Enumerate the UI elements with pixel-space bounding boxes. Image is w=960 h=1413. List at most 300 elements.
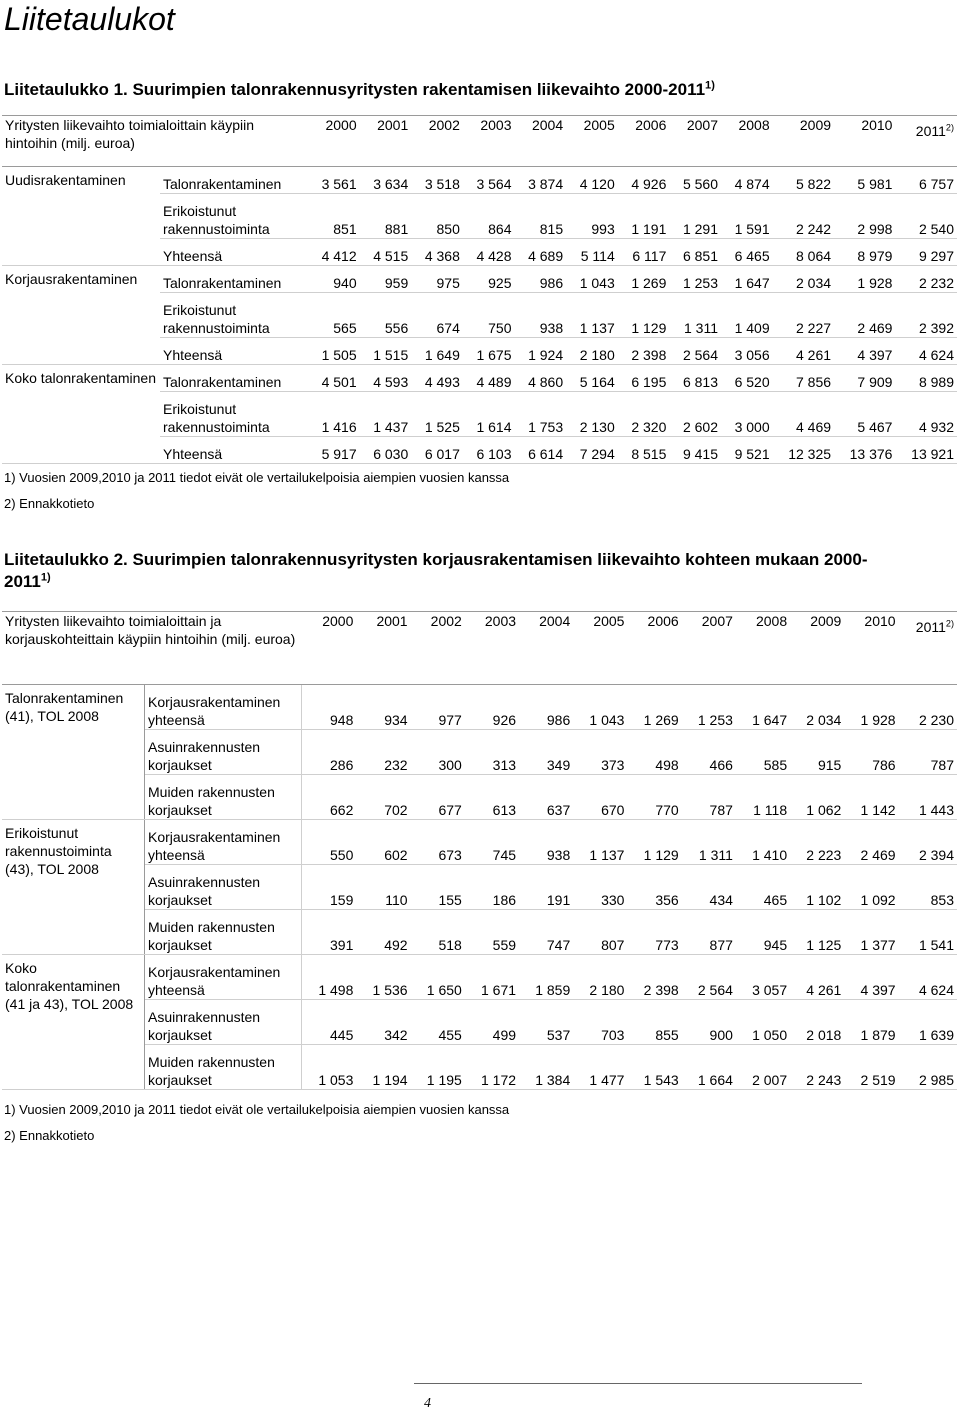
table2-cell: 745 — [465, 820, 519, 865]
table2-cell: 877 — [682, 910, 736, 955]
table1-cell: 6 614 — [515, 437, 567, 464]
table1-cell: 1 409 — [721, 293, 773, 338]
table1-year-label: 2008 — [738, 117, 770, 133]
table1-cell: 556 — [360, 293, 412, 338]
table2-cell: 1 498 — [302, 955, 357, 1000]
table1-cell: 4 489 — [463, 365, 515, 392]
table1-cell: 2 227 — [773, 293, 834, 338]
table2-year-label: 2008 — [755, 613, 788, 629]
table2-year-label: 2007 — [701, 613, 733, 629]
table2-row — [2, 1045, 957, 1090]
table1-year-label: 2011 — [915, 123, 946, 139]
table2-cell: 4 261 — [790, 955, 844, 1000]
table1-footnote-2: 2) Ennakkotieto — [4, 496, 95, 511]
table1-cell: 6 520 — [721, 365, 773, 392]
table2-cell: 926 — [465, 685, 519, 730]
table2-cell: 2 034 — [790, 685, 844, 730]
table2-cell: 330 — [573, 865, 627, 910]
table2-cell: 786 — [844, 730, 898, 775]
table1-title — [4, 79, 944, 101]
table1-cell: 2 180 — [566, 338, 618, 365]
table2-cell: 1 172 — [465, 1045, 519, 1090]
table2-cell: 559 — [465, 910, 519, 955]
table2-year-header — [302, 612, 357, 685]
table1-year-header — [360, 116, 412, 167]
table2-cell: 585 — [736, 730, 790, 775]
table1-cell: 4 932 — [895, 392, 957, 437]
table2-cell: 2 564 — [682, 955, 736, 1000]
table1-cell: 959 — [360, 266, 412, 293]
table1-year-label: 2003 — [480, 117, 512, 133]
table2-cell: 1 129 — [627, 820, 681, 865]
table2-year-label: 2004 — [539, 613, 571, 629]
table2-cell: 602 — [356, 820, 410, 865]
table2-cell: 1 647 — [736, 685, 790, 730]
table1-year-label: 2010 — [861, 117, 893, 133]
table1-row-label: Erikoistunut rakennustoiminta — [160, 194, 308, 239]
table1-cell: 8 979 — [834, 239, 895, 266]
table1-cell: 4 412 — [308, 239, 360, 266]
table1-cell: 6 813 — [669, 365, 721, 392]
table1-cell: 4 501 — [308, 365, 360, 392]
table2-cell: 1 194 — [356, 1045, 410, 1090]
table2-row-label: Korjausrakentaminen yhteensä — [145, 820, 302, 865]
table1-group-label: Korjausrakentaminen — [2, 266, 160, 365]
table2-cell: 499 — [465, 1000, 519, 1045]
table2-cell: 1 195 — [411, 1045, 465, 1090]
table2-cell: 2 223 — [790, 820, 844, 865]
table2-row — [2, 955, 957, 1000]
table1 — [2, 115, 957, 464]
table2-cell: 773 — [627, 910, 681, 955]
table2-cell: 1 142 — [844, 775, 898, 820]
table1-header-row — [2, 116, 957, 167]
table2-row-label: Korjausrakentaminen yhteensä — [145, 955, 302, 1000]
table2-cell: 1 125 — [790, 910, 844, 955]
table1-cell: 986 — [515, 266, 567, 293]
table1-cell: 5 917 — [308, 437, 360, 464]
table1-year-header — [773, 116, 834, 167]
table2-cell: 787 — [682, 775, 736, 820]
table1-cell: 4 874 — [721, 167, 773, 194]
table2-cell: 498 — [627, 730, 681, 775]
table2-cell: 662 — [302, 775, 357, 820]
table2-cell: 915 — [790, 730, 844, 775]
table2-year-header — [682, 612, 736, 685]
table2-year-label: 2011 — [915, 619, 946, 635]
table2-footnote-1: 1) Vuosien 2009,2010 ja 2011 tiedot eivät ole vertailukelpoisia aiempien vuosien kanssa — [4, 1102, 510, 1117]
table1-cell: 2 232 — [895, 266, 957, 293]
table1-cell: 3 561 — [308, 167, 360, 194]
table1-cell: 1 675 — [463, 338, 515, 365]
table1-cell: 7 856 — [773, 365, 834, 392]
table1-cell: 3 874 — [515, 167, 567, 194]
table1-cell: 5 822 — [773, 167, 834, 194]
table1-cell: 9 415 — [669, 437, 721, 464]
table2-cell: 391 — [302, 910, 357, 955]
table1-cell: 1 515 — [360, 338, 412, 365]
table2-row — [2, 865, 957, 910]
table1-cell: 4 515 — [360, 239, 412, 266]
table1-title-text: Liitetaulukko 1. Suurimpien talonrakennusyritysten rakentamisen liikevaihto 2000-2011 — [4, 80, 706, 99]
table1-year-label: 2009 — [799, 117, 832, 133]
table2-cell: 1 137 — [573, 820, 627, 865]
table2-cell: 1 477 — [573, 1045, 627, 1090]
table2-cell: 342 — [356, 1000, 410, 1045]
table2-cell: 1 050 — [736, 1000, 790, 1045]
table2-year-label: 2001 — [376, 613, 408, 629]
table2-cell: 159 — [302, 865, 357, 910]
footer-rule — [414, 1383, 862, 1384]
table2-cell: 373 — [573, 730, 627, 775]
table2-row-label: Asuinrakennusten korjaukset — [145, 865, 302, 910]
table2-row-label: Korjausrakentaminen yhteensä — [145, 685, 302, 730]
table1-cell: 850 — [411, 194, 463, 239]
table1-header-label: Yritysten liikevaihto toimialoittain käypiin hintoihin (milj. euroa) — [2, 116, 308, 167]
table2-cell: 492 — [356, 910, 410, 955]
table1-year-label: 2002 — [428, 117, 460, 133]
table2-year-label: 2010 — [864, 613, 896, 629]
table1-cell: 881 — [360, 194, 412, 239]
table1-cell: 1 311 — [669, 293, 721, 338]
table1-cell: 1 505 — [308, 338, 360, 365]
table1-row — [2, 167, 957, 194]
table2-cell: 286 — [302, 730, 357, 775]
table1-cell: 1 043 — [566, 266, 618, 293]
table1-cell: 1 591 — [721, 194, 773, 239]
table1-cell: 1 614 — [463, 392, 515, 437]
table1-cell: 750 — [463, 293, 515, 338]
table1-cell: 5 114 — [566, 239, 618, 266]
table1-year-label: 2004 — [531, 117, 564, 133]
table1-cell: 2 392 — [895, 293, 957, 338]
table2-cell: 300 — [411, 730, 465, 775]
table1-cell: 4 624 — [895, 338, 957, 365]
table1-cell: 5 981 — [834, 167, 895, 194]
table2-cell: 853 — [899, 865, 957, 910]
table1-cell: 7 909 — [834, 365, 895, 392]
table1-year-header — [515, 116, 567, 167]
table2-cell: 1 053 — [302, 1045, 357, 1090]
table2-row — [2, 775, 957, 820]
table2-cell: 945 — [736, 910, 790, 955]
table1-cell: 2 320 — [618, 392, 670, 437]
table1-cell: 3 634 — [360, 167, 412, 194]
table2-cell: 637 — [519, 775, 573, 820]
table2-year-label: 2005 — [593, 613, 625, 629]
table2-cell: 747 — [519, 910, 573, 955]
table2-cell: 2 394 — [899, 820, 957, 865]
table1-cell: 4 368 — [411, 239, 463, 266]
table1-cell: 13 376 — [834, 437, 895, 464]
table2-cell: 1 650 — [411, 955, 465, 1000]
table1-cell: 2 564 — [669, 338, 721, 365]
table2-cell: 1 384 — [519, 1045, 573, 1090]
table1-cell: 1 525 — [411, 392, 463, 437]
table2-row — [2, 1000, 957, 1045]
table2-cell: 807 — [573, 910, 627, 955]
table1-cell: 851 — [308, 194, 360, 239]
table1-cell: 674 — [411, 293, 463, 338]
table1-cell: 2 398 — [618, 338, 670, 365]
table2-cell: 155 — [411, 865, 465, 910]
table1-cell: 1 291 — [669, 194, 721, 239]
table2-cell: 986 — [519, 685, 573, 730]
table2-row — [2, 910, 957, 955]
table2-cell: 1 443 — [899, 775, 957, 820]
table1-year-header — [834, 116, 895, 167]
table1-cell: 4 860 — [515, 365, 567, 392]
table1-cell: 925 — [463, 266, 515, 293]
table1-row — [2, 365, 957, 392]
table1-cell: 8 515 — [618, 437, 670, 464]
table2-cell: 232 — [356, 730, 410, 775]
table2-cell: 1 928 — [844, 685, 898, 730]
table2-cell: 1 311 — [682, 820, 736, 865]
table1-year-header — [618, 116, 670, 167]
table2-cell: 934 — [356, 685, 410, 730]
table2-cell: 2 985 — [899, 1045, 957, 1090]
table2 — [2, 611, 957, 1090]
table1-cell: 4 469 — [773, 392, 834, 437]
table2-cell: 1 536 — [356, 955, 410, 1000]
table2-row-label: Asuinrakennusten korjaukset — [145, 730, 302, 775]
table1-row-label: Talonrakentaminen — [160, 167, 308, 194]
table1-row-label: Yhteensä — [160, 338, 308, 365]
table2-cell: 356 — [627, 865, 681, 910]
table2-row — [2, 820, 957, 865]
table1-cell: 4 120 — [566, 167, 618, 194]
table1-cell: 2 602 — [669, 392, 721, 437]
table1-cell: 6 851 — [669, 239, 721, 266]
table2-row-label: Asuinrakennusten korjaukset — [145, 1000, 302, 1045]
table1-cell: 1 191 — [618, 194, 670, 239]
table2-cell: 313 — [465, 730, 519, 775]
table2-year-header — [844, 612, 898, 685]
table2-cell: 445 — [302, 1000, 357, 1045]
table1-cell: 2 540 — [895, 194, 957, 239]
table2-cell: 1 102 — [790, 865, 844, 910]
table1-cell: 3 056 — [721, 338, 773, 365]
table2-cell: 613 — [465, 775, 519, 820]
table2-title — [4, 549, 904, 593]
table1-cell: 1 416 — [308, 392, 360, 437]
table2-footnote-2: 2) Ennakkotieto — [4, 1128, 95, 1143]
table2-cell: 2 398 — [627, 955, 681, 1000]
table1-cell: 9 297 — [895, 239, 957, 266]
table1-cell: 4 428 — [463, 239, 515, 266]
table1-cell: 1 137 — [566, 293, 618, 338]
table1-cell: 940 — [308, 266, 360, 293]
table2-cell: 787 — [899, 730, 957, 775]
table2-cell: 1 639 — [899, 1000, 957, 1045]
table2-cell: 466 — [682, 730, 736, 775]
table1-cell: 8 064 — [773, 239, 834, 266]
table1-cell: 2 242 — [773, 194, 834, 239]
table2-cell: 110 — [356, 865, 410, 910]
table1-cell: 1 928 — [834, 266, 895, 293]
table1-year-header — [463, 116, 515, 167]
table1-cell: 12 325 — [773, 437, 834, 464]
table2-year-label: 2002 — [430, 613, 462, 629]
table2-header-label: Yritysten liikevaihto toimialoittain ja korjauskohteittain käypiin hintoihin (milj. euroa) — [2, 612, 302, 685]
page-number: 4 — [424, 1396, 431, 1411]
table2-cell: 3 057 — [736, 955, 790, 1000]
table1-cell: 4 926 — [618, 167, 670, 194]
table2-cell: 673 — [411, 820, 465, 865]
table1-year-header — [566, 116, 618, 167]
table1-year-header — [721, 116, 773, 167]
table2-cell: 770 — [627, 775, 681, 820]
table1-cell: 6 195 — [618, 365, 670, 392]
table1-year-header — [895, 116, 957, 167]
table1-row-label: Yhteensä — [160, 437, 308, 464]
table2-cell: 2 469 — [844, 820, 898, 865]
table2-header-row — [2, 612, 957, 685]
table2-cell: 465 — [736, 865, 790, 910]
table2-cell: 1 062 — [790, 775, 844, 820]
table2-cell: 2 230 — [899, 685, 957, 730]
table1-year-header — [669, 116, 721, 167]
page-title: Liitetaulukot — [4, 1, 175, 37]
table2-cell: 2 243 — [790, 1045, 844, 1090]
table1-cell: 6 465 — [721, 239, 773, 266]
table2-cell: 191 — [519, 865, 573, 910]
table2-cell: 4 397 — [844, 955, 898, 1000]
table1-year-header — [308, 116, 360, 167]
table1-cell: 6 117 — [618, 239, 670, 266]
table1-year-label: 2005 — [583, 117, 615, 133]
table2-cell: 2 018 — [790, 1000, 844, 1045]
table1-cell: 2 130 — [566, 392, 618, 437]
table2-cell: 434 — [682, 865, 736, 910]
table2-year-label: 2000 — [322, 613, 354, 629]
table2-cell: 1 092 — [844, 865, 898, 910]
table2-cell: 455 — [411, 1000, 465, 1045]
table1-cell: 565 — [308, 293, 360, 338]
table2-cell: 2 007 — [736, 1045, 790, 1090]
table1-cell: 975 — [411, 266, 463, 293]
table2-row — [2, 730, 957, 775]
table2-cell: 1 253 — [682, 685, 736, 730]
table1-cell: 8 989 — [895, 365, 957, 392]
table1-cell: 5 164 — [566, 365, 618, 392]
table2-cell: 1 859 — [519, 955, 573, 1000]
table2-cell: 855 — [627, 1000, 681, 1045]
table1-cell: 1 129 — [618, 293, 670, 338]
table2-year-header — [899, 612, 957, 685]
table2-cell: 186 — [465, 865, 519, 910]
table2-cell: 1 879 — [844, 1000, 898, 1045]
table1-year-sup: 2) — [945, 122, 954, 133]
table1-cell: 6 757 — [895, 167, 957, 194]
table2-cell: 1 269 — [627, 685, 681, 730]
table1-year-label: 2000 — [325, 117, 357, 133]
table2-year-header — [736, 612, 790, 685]
table1-cell: 9 521 — [721, 437, 773, 464]
table2-year-header — [411, 612, 465, 685]
table1-cell: 4 689 — [515, 239, 567, 266]
table2-year-header — [573, 612, 627, 685]
table2-year-header — [465, 612, 519, 685]
table1-cell: 3 000 — [721, 392, 773, 437]
table2-cell: 550 — [302, 820, 357, 865]
table2-year-header — [356, 612, 410, 685]
table2-year-sup: 2) — [945, 618, 954, 629]
table2-year-header — [790, 612, 844, 685]
table1-cell: 4 397 — [834, 338, 895, 365]
table1-cell: 1 253 — [669, 266, 721, 293]
table2-cell: 900 — [682, 1000, 736, 1045]
table2-row-label: Muiden rakennusten korjaukset — [145, 910, 302, 955]
table2-cell: 518 — [411, 910, 465, 955]
table1-cell: 6 030 — [360, 437, 412, 464]
table1-year-label: 2001 — [377, 117, 409, 133]
table2-cell: 938 — [519, 820, 573, 865]
table1-row-label: Talonrakentaminen — [160, 365, 308, 392]
table2-cell: 1 664 — [682, 1045, 736, 1090]
table1-cell: 5 560 — [669, 167, 721, 194]
table1-title-sup: 1) — [705, 79, 715, 92]
table2-year-label: 2003 — [484, 613, 517, 629]
table2-title-text: Liitetaulukko 2. Suurimpien talonrakennusyritysten korjausrakentamisen liikevaihto kohteen mukaan 2000-2011 — [4, 550, 868, 591]
table1-cell: 6 103 — [463, 437, 515, 464]
table2-cell: 1 043 — [573, 685, 627, 730]
table1-cell: 5 467 — [834, 392, 895, 437]
table1-year-label: 2007 — [686, 117, 718, 133]
table2-cell: 1 543 — [627, 1045, 681, 1090]
table2-cell: 349 — [519, 730, 573, 775]
table2-year-header — [627, 612, 681, 685]
table1-cell: 2 998 — [834, 194, 895, 239]
table2-cell: 948 — [302, 685, 357, 730]
table1-cell: 4 593 — [360, 365, 412, 392]
table2-cell: 703 — [573, 1000, 627, 1045]
table2-cell: 677 — [411, 775, 465, 820]
table1-cell: 993 — [566, 194, 618, 239]
table1-footnote-1: 1) Vuosien 2009,2010 ja 2011 tiedot eivät ole vertailukelpoisia aiempien vuosien kanssa — [4, 470, 510, 485]
table2-cell: 1 118 — [736, 775, 790, 820]
table1-year-label: 2006 — [635, 117, 667, 133]
table1-cell: 815 — [515, 194, 567, 239]
table1-cell: 3 564 — [463, 167, 515, 194]
table2-cell: 2 180 — [573, 955, 627, 1000]
table1-row — [2, 266, 957, 293]
table1-cell: 1 753 — [515, 392, 567, 437]
table1-group-label: Koko talonrakentaminen — [2, 365, 160, 464]
table1-cell: 1 649 — [411, 338, 463, 365]
table1-row-label: Yhteensä — [160, 239, 308, 266]
table2-cell: 1 410 — [736, 820, 790, 865]
table2-title-sup: 1) — [40, 571, 51, 584]
table2-cell: 1 671 — [465, 955, 519, 1000]
table2-cell: 977 — [411, 685, 465, 730]
table1-cell: 6 017 — [411, 437, 463, 464]
table2-year-label: 2006 — [647, 613, 679, 629]
table2-group-label: Talonrakentaminen (41), TOL 2008 — [2, 685, 145, 820]
table2-year-label: 2009 — [810, 613, 842, 629]
table2-group-label: Erikoistunut rakennustoiminta (43), TOL 2008 — [2, 820, 145, 955]
table1-cell: 4 493 — [411, 365, 463, 392]
table1-cell: 2 469 — [834, 293, 895, 338]
table2-row — [2, 685, 957, 730]
table1-cell: 3 518 — [411, 167, 463, 194]
table1-year-header — [411, 116, 463, 167]
table2-row-label: Muiden rakennusten korjaukset — [145, 1045, 302, 1090]
table1-row-label: Erikoistunut rakennustoiminta — [160, 392, 308, 437]
table1-cell: 1 437 — [360, 392, 412, 437]
table2-year-header — [519, 612, 573, 685]
